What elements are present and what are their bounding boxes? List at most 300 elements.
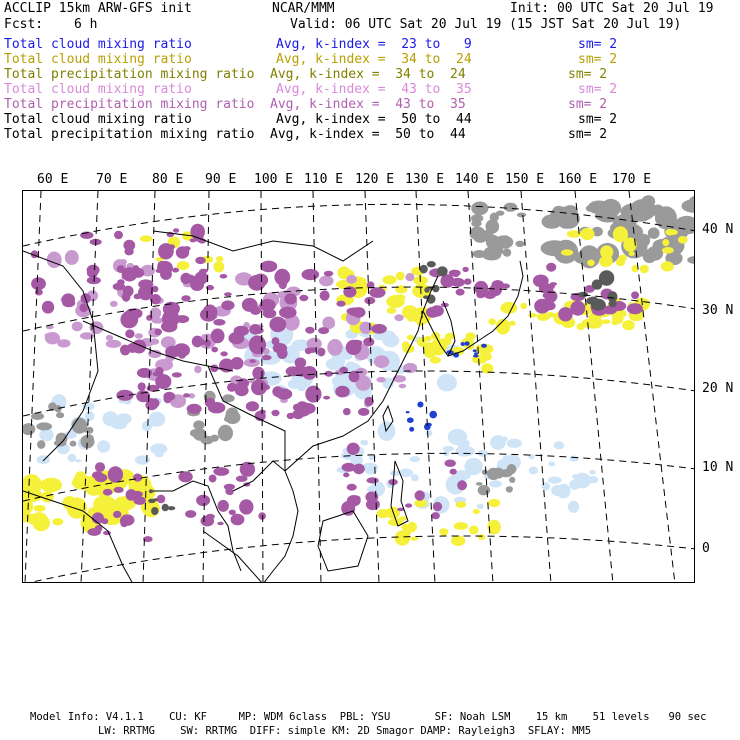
cloud-patch-gray (485, 235, 499, 244)
cloud-patch-yellow (140, 235, 153, 242)
cloud-patch-gray (601, 199, 621, 217)
cloud-patch-purple (178, 471, 192, 482)
cloud-patch-gray (224, 417, 234, 422)
cloud-patch-darkgray (592, 279, 603, 289)
cloud-patch-purple (242, 298, 258, 312)
cloud-patch-yellow (520, 303, 527, 309)
cloud-patch-yellow (424, 336, 431, 342)
cloud-patch-purple (87, 268, 98, 278)
cloud-patch-purple (295, 402, 312, 417)
lon-line (416, 191, 435, 583)
cloud-patch-yellow (395, 285, 407, 293)
cloud-patch-purple (415, 490, 425, 500)
lat-line-0 (23, 536, 695, 583)
cloud-patch-lightblue (37, 455, 50, 464)
cloud-patch-lightpurple (106, 335, 113, 341)
lon-label: 150 E (505, 172, 545, 187)
cloud-patch-yellow (439, 528, 448, 534)
cloud-patch-darkgray (578, 292, 588, 298)
cloud-patch-purple (211, 329, 225, 344)
cloud-patch-yellow (629, 251, 635, 256)
cloud-patch-darkgray (153, 498, 158, 501)
cloud-patch-darkgray (601, 272, 614, 285)
cloud-patch-purple (308, 347, 317, 353)
cloud-patch-purple (176, 315, 190, 323)
fcst-value: 6 h (74, 17, 98, 32)
cloud-patch-purple (347, 443, 360, 455)
cloud-patch-gray (558, 209, 580, 229)
cloud-patch-lightblue (569, 480, 580, 490)
cloud-patch-gray (484, 246, 504, 256)
cloud-patch-purple (251, 380, 267, 396)
cloud-patch-yellow (478, 534, 485, 540)
lon-label: 100 E (254, 172, 294, 187)
cloud-patch-purple (347, 484, 357, 491)
cloud-patch-purple (195, 257, 205, 264)
cloud-patch-gray (648, 228, 660, 239)
cloud-patch-lightblue (490, 435, 506, 449)
cloud-patch-gray (31, 413, 44, 420)
cloud-patch-purple (163, 392, 175, 401)
cloud-patch-lightpurple (374, 355, 389, 368)
cloud-patch-gray (224, 394, 230, 401)
cloud-patch-purple (484, 290, 496, 299)
cloud-patch-purple (305, 327, 314, 334)
cloud-patch-purple (367, 477, 379, 483)
cloud-patch-purple (351, 340, 363, 346)
cloud-patch-purple (176, 246, 189, 258)
init-time: Init: 00 UTC Sat 20 Jul 19 (510, 1, 714, 16)
cloud-patch-purple (218, 500, 229, 512)
precip-streak-blue (465, 341, 470, 345)
cloud-patch-purple (263, 309, 277, 319)
precip-streak-blue (461, 342, 465, 346)
cloud-patch-purple (431, 512, 440, 519)
cloud-patch-gray (193, 420, 204, 429)
cloud-patch-purple (284, 293, 297, 304)
cloud-patch-lightblue (557, 484, 571, 499)
cloud-patch-darkgray (595, 301, 605, 307)
cloud-patch-darkgray (151, 507, 158, 515)
legend-field: Total cloud mixing ratio (4, 37, 192, 52)
cloud-patch-yellow (401, 524, 409, 530)
cloud-patch-yellow (423, 342, 436, 351)
cloud-patch-yellow (402, 305, 418, 319)
cloud-patch-purple (405, 503, 412, 507)
cloud-patch-yellow (509, 321, 516, 326)
cloud-patch-purple (213, 467, 229, 476)
model-title: ACCLIP 15km ARW-GFS init (4, 1, 192, 16)
cloud-patch-gray (36, 422, 52, 430)
legend-avg: Avg, k-index = 50 to 44 (270, 127, 466, 142)
cloud-patch-lightblue (588, 476, 599, 483)
lon-label: 90 E (205, 172, 237, 187)
cloud-patch-lightpurple (135, 333, 143, 339)
cloud-patch-purple (213, 319, 225, 326)
cloud-patch-purple (221, 300, 234, 310)
cloud-patch-purple (627, 303, 643, 314)
cloud-patch-yellow (622, 320, 635, 330)
cloud-patch-purple (95, 473, 108, 482)
cloud-patch-gray (632, 211, 650, 222)
cloud-patch-purple (123, 240, 135, 251)
cloud-patch-darkgray (609, 300, 617, 307)
cloud-patch-yellow (456, 501, 467, 507)
cloud-patch-yellow (602, 255, 612, 265)
precip-streak-blue (407, 417, 414, 423)
cloud-patch-yellow (662, 247, 674, 254)
cloud-patch-gray (507, 464, 517, 474)
cloud-patch-yellow (473, 509, 480, 514)
cloud-patch-purple (173, 228, 179, 233)
cloud-patch-darkgray (420, 265, 428, 274)
cloud-patch-darkgray (162, 504, 169, 511)
cloud-patch-purple (87, 528, 101, 536)
cloud-patch-purple (249, 359, 255, 363)
cloud-patch-gray (643, 251, 656, 264)
legend-avg: Avg, k-index = 34 to 24 (276, 52, 472, 67)
cloud-patch-purple (239, 499, 253, 514)
cloud-patch-gray (682, 199, 696, 212)
cloud-patch-gray (56, 412, 64, 418)
cloud-patch-gray (490, 213, 499, 222)
cloud-patch-yellow (411, 537, 419, 541)
cloud-patch-purple (272, 337, 280, 345)
cloud-patch-purple (138, 382, 146, 390)
cloud-patch-yellow (665, 229, 674, 236)
lon-label: 80 E (152, 172, 184, 187)
cloud-patch-yellow (402, 344, 414, 353)
cloud-patch-purple (318, 327, 329, 334)
cloud-patch-lightpurple (106, 340, 122, 348)
precip-streak-blue (429, 411, 437, 419)
cloud-patch-gray (218, 425, 233, 441)
cloud-patch-purple (146, 315, 153, 321)
cloud-patch-yellow (73, 474, 88, 489)
cloud-patch-purple (187, 404, 202, 414)
cloud-patch-lightblue (298, 386, 306, 392)
cloud-patch-gray (478, 485, 490, 495)
precip-streak-blue (409, 427, 414, 432)
cloud-patch-lightblue (103, 411, 119, 426)
lon-label: 140 E (455, 172, 495, 187)
cloud-patch-lightblue (410, 456, 420, 462)
cloud-patch-purple (452, 271, 460, 278)
lon-label: 130 E (405, 172, 445, 187)
cloud-patch-purple (134, 294, 142, 300)
cloud-patch-purple (172, 268, 179, 273)
cloud-patch-purple (363, 337, 374, 346)
lat-label: 30 N (702, 303, 734, 318)
cloud-patch-yellow (386, 295, 405, 308)
cloud-patch-purple (464, 278, 472, 284)
legend-sm: sm= 2 (568, 97, 608, 112)
footer-model-info: Model Info: V4.1.1 CU: KF MP: WDM 6class PBL: YSU SF: Noah LSM 15 km 51 levels 90 sec (30, 711, 707, 723)
cloud-patch-lightpurple (393, 375, 406, 382)
cloud-patch-purple (172, 372, 182, 377)
cloud-patch-purple (154, 329, 162, 336)
cloud-patch-lightpurple (151, 317, 163, 323)
cloud-patch-purple (276, 389, 292, 400)
cloud-patch-purple (224, 292, 232, 296)
legend-avg: Avg, k-index = 43 to 35 (276, 82, 472, 97)
cloud-patch-yellow (27, 514, 42, 525)
cloud-patch-purple (158, 243, 174, 259)
cloud-patch-lightblue (437, 374, 457, 392)
legend-avg: Avg, k-index = 43 to 35 (270, 97, 466, 112)
cloud-patch-yellow (616, 258, 625, 266)
cloud-patch-lightblue (568, 501, 579, 513)
map-canvas (23, 191, 695, 583)
cloud-patch-yellow (387, 307, 396, 314)
cloud-patch-lightblue (569, 456, 578, 462)
cloud-fields (23, 195, 695, 546)
cloud-patch-purple (120, 519, 128, 527)
lon-label: 60 E (37, 172, 69, 187)
lon-label: 110 E (304, 172, 344, 187)
cloud-patch-purple (501, 283, 510, 288)
cloud-patch-purple (231, 514, 245, 526)
cloud-patch-yellow (407, 317, 416, 322)
footer-physics-info: LW: RRTMG SW: RRTMG DIFF: simple KM: 2D Smagor DAMP: Rayleigh3 SFLAY: MM5 (98, 725, 592, 737)
cloud-patch-lightpurple (194, 366, 201, 374)
cloud-patch-gray (482, 470, 488, 475)
cloud-patch-yellow (469, 526, 479, 535)
cloud-patch-purple (260, 261, 277, 273)
cloud-patch-yellow (214, 261, 225, 272)
lon-label: 160 E (558, 172, 598, 187)
cloud-patch-purple (217, 522, 223, 525)
cloud-patch-purple (258, 512, 266, 519)
cloud-patch-lightblue (68, 454, 77, 462)
cloud-patch-yellow (177, 261, 190, 270)
cloud-patch-lightblue (455, 446, 472, 457)
cloud-patch-darkgray (427, 261, 436, 267)
cloud-patch-gray (190, 429, 203, 437)
cloud-patch-lightblue (155, 452, 164, 457)
cloud-patch-lightpurple (110, 301, 118, 307)
cloud-patch-purple (269, 317, 286, 333)
cloud-patch-lightblue (360, 440, 368, 446)
cloud-patch-purple (457, 480, 467, 490)
org-label: NCAR/MMM (272, 1, 335, 16)
cloud-patch-purple (371, 324, 387, 334)
cloud-patch-purple (79, 303, 88, 312)
cloud-patch-purple (203, 305, 218, 321)
cloud-patch-yellow (454, 522, 468, 530)
lat-label: 20 N (702, 381, 734, 396)
cloud-patch-darkgray (424, 287, 429, 293)
cloud-patch-lightpurple (327, 322, 335, 327)
cloud-patch-yellow (580, 228, 594, 240)
precip-streak-blue (426, 423, 432, 427)
cloud-patch-lightblue (443, 446, 454, 452)
cloud-patch-purple (114, 487, 124, 493)
cloud-patch-purple (320, 290, 330, 300)
coastline-japan (448, 261, 523, 356)
cloud-patch-purple (225, 487, 233, 495)
cloud-patch-lightpurple (399, 384, 407, 389)
cloud-patch-purple (445, 460, 456, 467)
cloud-patch-gray (492, 468, 504, 479)
cloud-patch-lightpurple (319, 276, 334, 287)
cloud-patch-lightblue (507, 439, 522, 448)
cloud-patch-yellow (619, 310, 626, 317)
cloud-patch-yellow (407, 335, 414, 341)
cloud-patch-yellow (612, 321, 619, 325)
cloud-patch-purple (262, 355, 272, 360)
cloud-patch-gray (642, 195, 656, 207)
cloud-patch-lightblue (75, 459, 81, 462)
cloud-patch-purple (156, 269, 163, 274)
cloud-patch-lightpurple (57, 339, 70, 347)
legend-avg: Avg, k-index = 23 to 9 (276, 37, 472, 52)
legend-sm: sm= 2 (578, 52, 618, 67)
legend-sm: sm= 2 (578, 112, 618, 127)
cloud-patch-lightblue (426, 430, 433, 436)
cloud-patch-gray (37, 440, 45, 449)
cloud-patch-lightpurple (405, 273, 414, 281)
cloud-patch-purple (125, 329, 134, 338)
cloud-patch-yellow (396, 272, 405, 281)
cloud-patch-purple (271, 410, 279, 416)
cloud-patch-purple (211, 347, 218, 353)
cloud-patch-purple (92, 512, 104, 524)
cloud-patch-lightblue (149, 412, 166, 427)
legend-sm: sm= 2 (578, 37, 618, 52)
cloud-patch-yellow (33, 505, 45, 512)
cloud-patch-purple (353, 464, 365, 475)
cloud-patch-purple (274, 269, 290, 286)
precip-streak-blue (481, 344, 487, 348)
legend-sm: sm= 2 (568, 127, 608, 142)
cloud-patch-lightblue (489, 480, 502, 487)
cloud-patch-lightblue (135, 455, 150, 464)
cloud-patch-purple (220, 351, 227, 356)
cloud-patch-lightblue (85, 411, 95, 421)
lat-label: 0 (702, 541, 710, 556)
cloud-patch-darkgray (149, 489, 153, 493)
cloud-patch-purple (113, 511, 121, 518)
cloud-patch-lightpurple (72, 322, 83, 332)
cloud-patch-lightblue (548, 462, 555, 467)
cloud-patch-yellow (661, 261, 674, 271)
cloud-patch-purple (450, 469, 457, 475)
lon-label: 70 E (96, 172, 128, 187)
cloud-patch-purple (190, 238, 197, 242)
lat-label: 40 N (702, 222, 734, 237)
cloud-patch-yellow (587, 260, 595, 267)
cloud-patch-purple (433, 502, 442, 511)
fcst-label: Fcst: (4, 17, 44, 32)
cloud-patch-lightblue (589, 470, 595, 475)
cloud-patch-purple (570, 301, 585, 316)
cloud-patch-yellow (383, 275, 397, 284)
cloud-patch-purple (364, 297, 375, 304)
cloud-patch-yellow (528, 313, 537, 317)
cloud-patch-purple (180, 273, 191, 284)
cloud-patch-lightblue (116, 413, 132, 424)
cloud-patch-purple (546, 263, 556, 272)
cloud-patch-purple (299, 295, 308, 301)
legend-avg: Avg, k-index = 34 to 24 (270, 67, 466, 82)
cloud-patch-purple (462, 267, 468, 272)
cloud-patch-purple (122, 292, 131, 302)
cloud-patch-yellow (216, 256, 224, 262)
cloud-patch-yellow (602, 319, 611, 324)
cloud-patch-purple (209, 475, 217, 483)
cloud-patch-yellow (489, 318, 496, 325)
cloud-patch-lightpurple (346, 275, 357, 284)
cloud-patch-lightpurple (72, 253, 78, 259)
cloud-patch-yellow (501, 302, 517, 314)
cloud-patch-purple (157, 495, 166, 504)
cloud-patch-lightpurple (327, 339, 342, 356)
cloud-patch-purple (114, 231, 123, 239)
cloud-patch-purple (235, 385, 249, 397)
cloud-patch-purple (103, 489, 113, 496)
cloud-patch-yellow (488, 499, 500, 507)
cloud-patch-purple (108, 466, 123, 483)
cloud-patch-gray (23, 423, 35, 435)
cloud-patch-purple (324, 271, 333, 277)
cloud-patch-purple (220, 274, 228, 279)
cloud-patch-lightblue (529, 466, 538, 474)
cloud-patch-lightblue (541, 482, 550, 490)
legend-field: Total cloud mixing ratio (4, 82, 192, 97)
cloud-patch-lightpurple (360, 322, 373, 334)
cloud-patch-purple (206, 514, 215, 519)
cloud-patch-purple (133, 265, 139, 270)
cloud-patch-yellow (40, 478, 62, 492)
cloud-patch-lightblue (554, 441, 565, 449)
cloud-patch-purple (631, 291, 639, 299)
precip-streak-blue (473, 349, 477, 352)
lon-label: 120 E (355, 172, 395, 187)
cloud-patch-lightpurple (89, 321, 103, 334)
coastline-sumatra (203, 531, 263, 583)
cloud-patch-gray (476, 482, 483, 486)
cloud-patch-lightblue (97, 440, 110, 453)
cloud-patch-yellow (440, 338, 452, 346)
cloud-patch-purple (161, 321, 177, 333)
cloud-patch-lightpurple (47, 252, 62, 269)
cloud-patch-purple (369, 287, 385, 298)
cloud-patch-purple (229, 510, 236, 515)
legend-field: Total precipitation mixing ratio (4, 67, 255, 82)
legend-sm: sm= 2 (578, 82, 618, 97)
cloud-patch-lightblue (548, 477, 562, 484)
cloud-patch-gray (687, 256, 695, 264)
cloud-patch-yellow (613, 226, 628, 242)
cloud-patch-purple (192, 336, 203, 348)
cloud-patch-lightblue (477, 504, 484, 509)
cloud-patch-lightpurple (45, 333, 56, 339)
cloud-patch-purple (431, 314, 437, 318)
cloud-patch-purple (127, 343, 137, 352)
cloud-patch-purple (335, 386, 350, 398)
cloud-patch-lightpurple (376, 377, 385, 383)
cloud-patch-lightpurple (394, 314, 403, 321)
cloud-patch-gray (515, 241, 524, 247)
legend-avg: Avg, k-index = 50 to 44 (276, 112, 472, 127)
legend-field: Total cloud mixing ratio (4, 52, 192, 67)
cloud-patch-purple (152, 286, 159, 293)
cloud-patch-purple (279, 307, 297, 319)
cloud-patch-purple (544, 302, 555, 311)
lat-label: 10 N (702, 460, 734, 475)
cloud-patch-purple (117, 279, 125, 285)
